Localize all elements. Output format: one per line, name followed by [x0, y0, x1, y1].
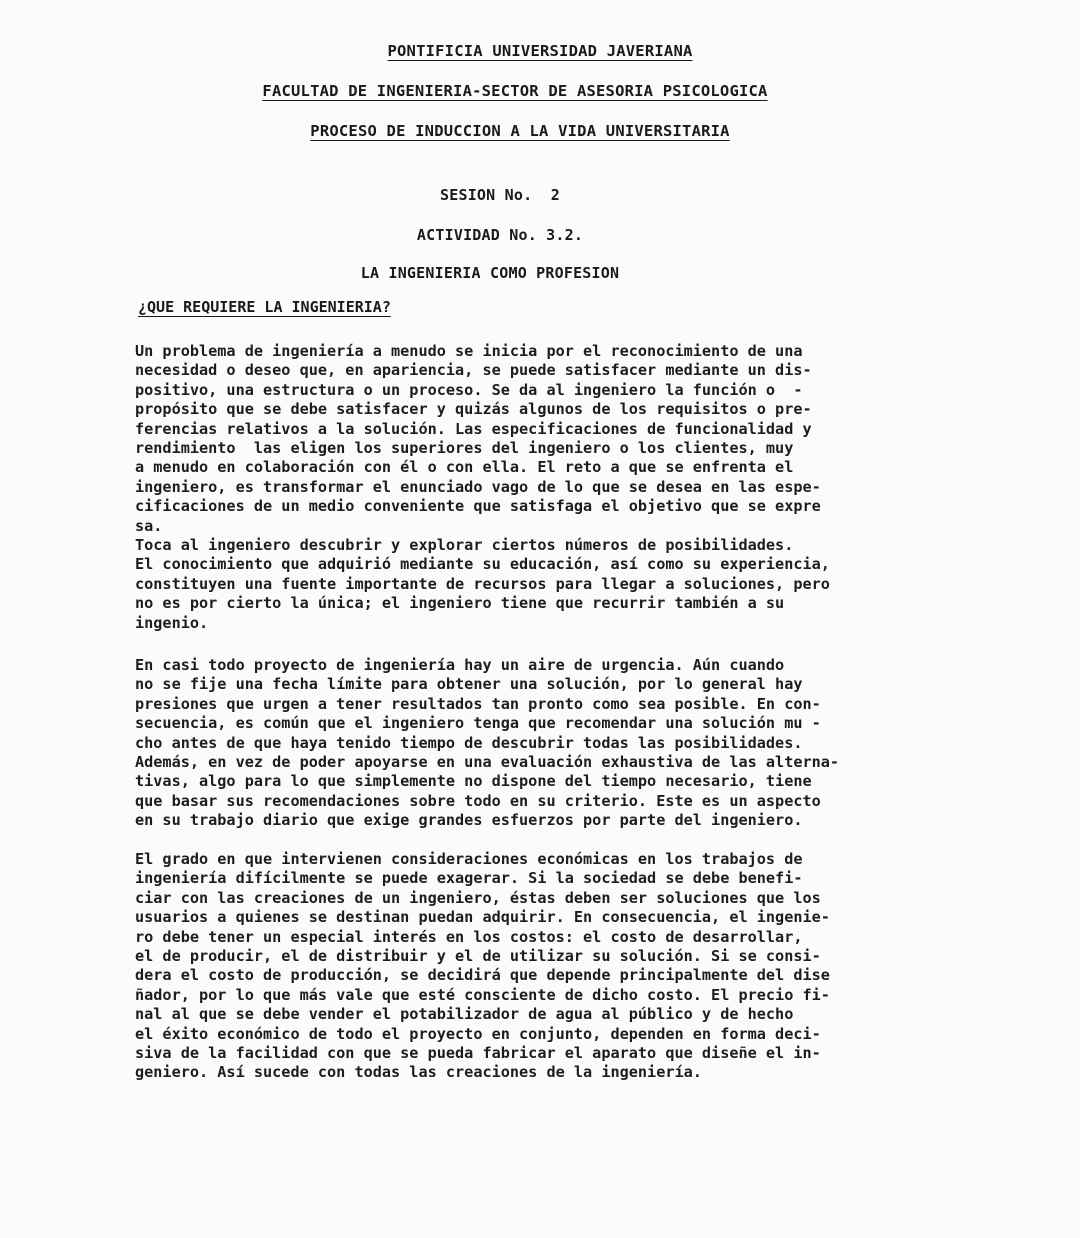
section-question: [138, 298, 391, 316]
faculty-name: FACULTAD DE INGENIERIA-SECTOR DE ASESORIA PSICOLOGICA: [262, 82, 768, 100]
process-name: PROCESO DE INDUCCION A LA VIDA UNIVERSITARIA: [310, 122, 730, 140]
paragraph-1: Un problema de ingeniería a menudo se inicia por el reconocimiento de una necesidad o deseo que, en apariencia, se puede satisfacer mediante un dis- positivo, una estructura o un proceso. Se da al ingeniero la función o - propósito que se debe satisfacer y quizás algunos de los requisitos o pre- ferencias relativos a la solución. Las especificaciones de funcionalidad y rendimiento las eligen los superiores del ingeniero o los clientes, muy a menudo en colaboración con él o con ella. El reto a que se enfrenta el ingeniero, es transformar el enunciado vago de lo que se desea en las espe- cificaciones de un medio conveniente que satisfaga el objetivo que se expre sa. Toca al ingeniero descubrir y explorar ciertos números de posibilidades. El conocimiento que adquirió mediante su educación, así como su experiencia, constituyen una fuente importante de recursos para llegar a soluciones, pero no es por cierto la única; el ingeniero tiene que recurrir también a su ingenio.: [135, 342, 830, 632]
activity-number: ACTIVIDAD No. 3.2.: [416, 226, 584, 244]
session-number: SESION No. 2: [440, 186, 560, 204]
document-title: LA INGENIERIA COMO PROFESION: [360, 264, 620, 282]
paragraph-2: En casi todo proyecto de ingeniería hay un aire de urgencia. Aún cuando no se fije una fecha límite para obtener una solución, por lo general hay presiones que urgen a tener resultados tan pronto como sea posible. En con- secuencia, es común que el ingeniero tenga que recomendar una solución mu - cho antes de que haya tenido tiempo de descubrir todas las posibilidades. Además, en vez de poder apoyarse en una evaluación exhaustiva de las alterna- tivas, algo para lo que simplemente no dispone del tiempo necesario, tiene que basar sus recomendaciones sobre todo en su criterio. Este es un aspecto en su trabajo diario que exige grandes esfuerzos por parte del ingeniero.: [135, 656, 840, 830]
faculty-heading: [0, 82, 1055, 100]
university-name: PONTIFICIA UNIVERSIDAD JAVERIANA: [387, 42, 693, 60]
section-question-text: ¿QUE REQUIERE LA INGENIERIA?: [138, 298, 391, 316]
paragraph-3: El grado en que intervienen consideraciones económicas en los trabajos de ingeniería difícilmente se puede exagerar. Si la sociedad se debe benefi- ciar con las creaciones de un ingeniero, éstas deben ser soluciones que los usuarios a quienes se destinan puedan adquirir. En consecuencia, el ingenie- ro debe tener un especial interés en los costos: el costo de desarrollar, el de producir, el de distribuir y el de utilizar su solución. Si se consi- dera el costo de producción, se decidirá que depende principalmente del dise ñador, por lo que más vale que esté consciente de dicho costo. El precio fi- nal al que se debe vender el potabilizador de agua al público y de hecho el éxito económico de todo el proyecto en conjunto, dependen en forma deci- siva de la facilidad con que se pueda fabricar el aparato que diseñe el in- geniero. Así sucede con todas las creaciones de la ingeniería.: [135, 850, 830, 1082]
process-heading: [0, 122, 1060, 140]
university-heading: [0, 42, 1080, 60]
